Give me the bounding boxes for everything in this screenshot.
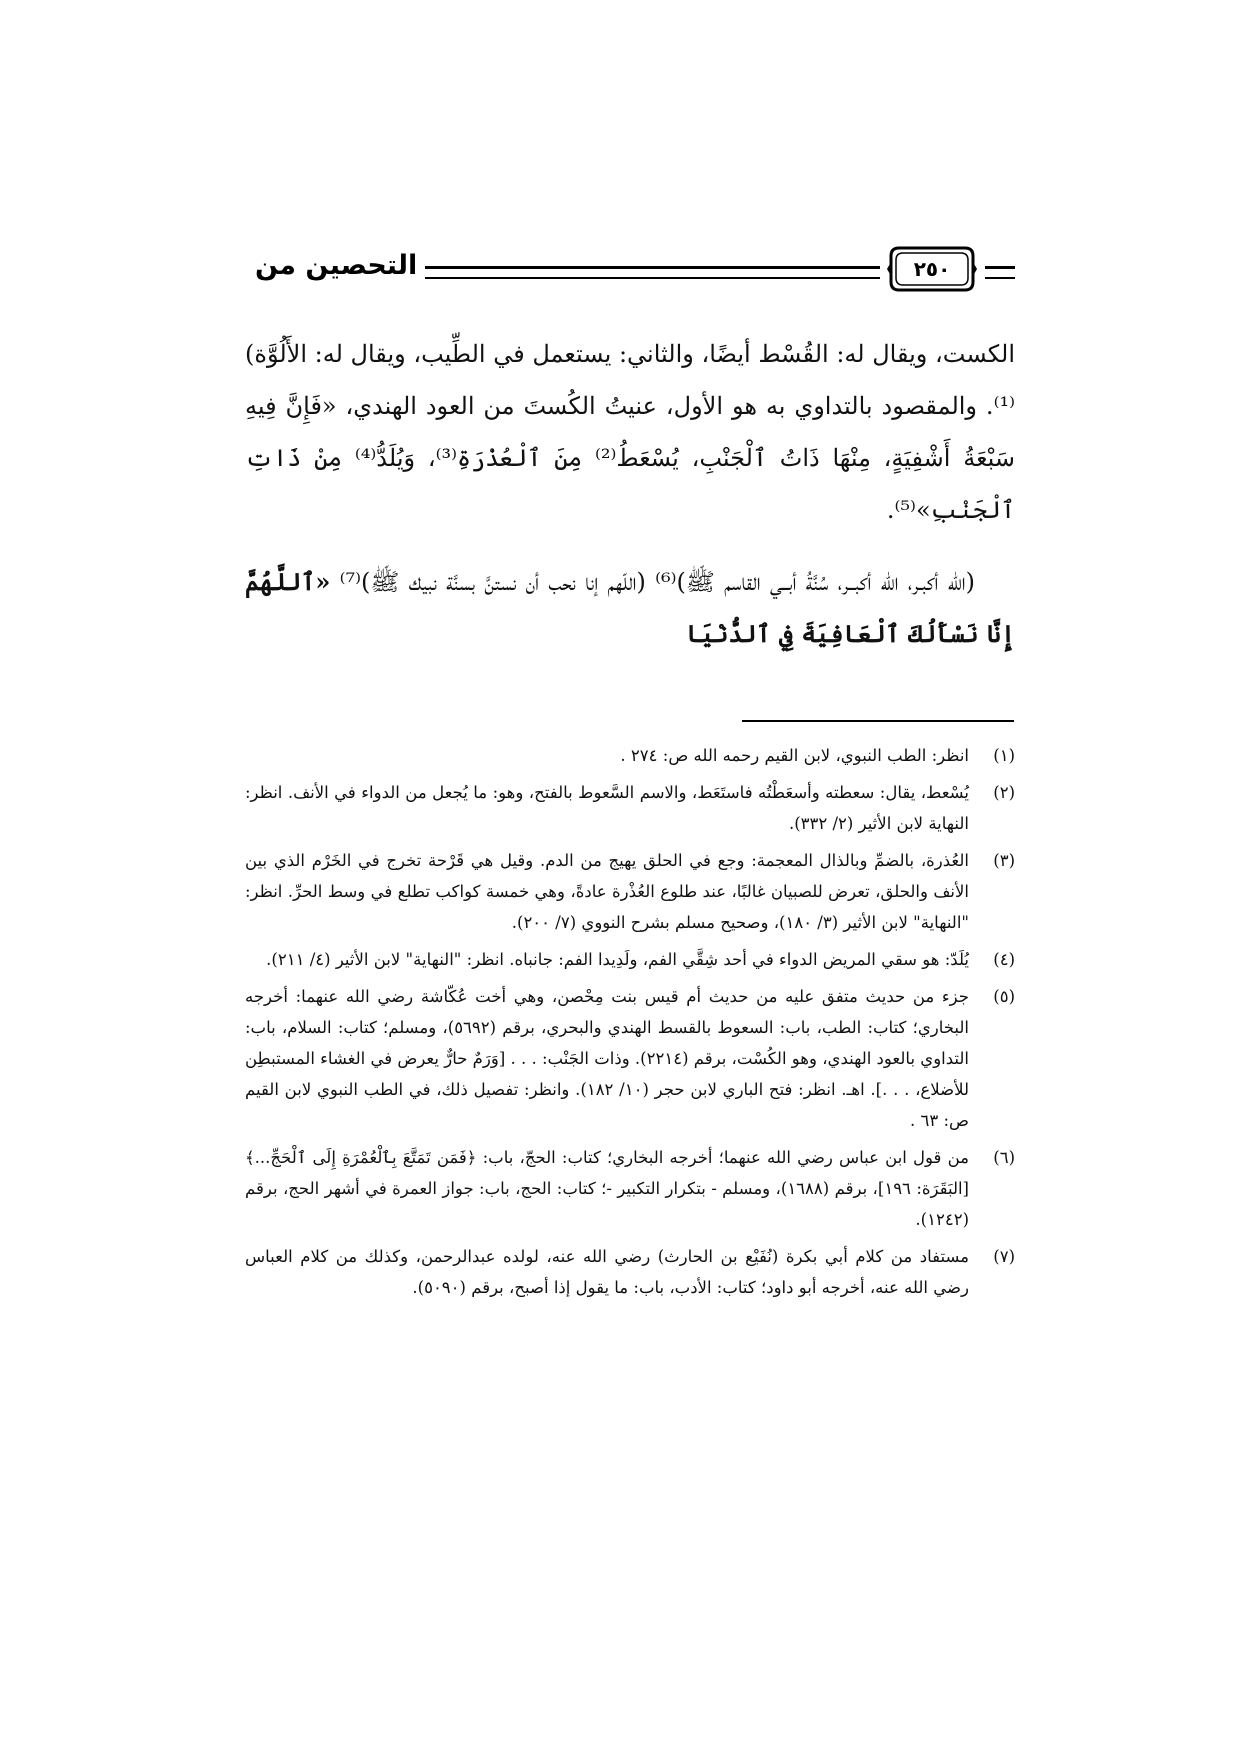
paragraph-2 bbox=[245, 556, 1015, 660]
header-rule-end bbox=[985, 266, 1015, 279]
running-title: التحصين من bbox=[255, 250, 418, 281]
footnote-number: (٤) bbox=[993, 950, 1015, 969]
footnote-number: (٧) bbox=[993, 1247, 1015, 1266]
footnote-separator bbox=[742, 720, 1014, 722]
footnote-text: العُذرة، بالضمِّ وبالذال المعجمة: وجع في الحلق يهيج من الدم. وقيل هي قَرْحة تخرج في الخَرْم الذي بين الأنف والحلق، تعرض للصبيان غالبًا، عند طلوع العُذْرة عادةً، وهي خمسة كواكب تطلع في وسط الحرِّ. انظر: "النهاية" لابن الأثير (٣/ ١٨٠)، وصحيح مسلم بشرح النووي (٧/ ٢٠٠). bbox=[245, 851, 969, 932]
paragraph-2-text: (الله أكبـر، الله أكبــر، سُنَّةُ أبــي القاسم ﷺ)⁽⁶⁾ (اللّهم إنا نحب أن نستنَّ بسنَّة نبيك ﷺ)⁽⁷⁾ bbox=[330, 568, 975, 596]
page-number: ٢٥٠ bbox=[913, 257, 951, 281]
main-text bbox=[245, 328, 1015, 660]
footnote bbox=[245, 981, 1015, 1136]
header-rule bbox=[425, 266, 880, 279]
paragraph-1: الكست، ويقال له: القُسْط أيضًا، والثاني: يستعمل في الطِّيب، ويقال له: الأَلُوَّة)⁽¹⁾. والمقصود بالتداوي به هو الأول، عنيتُ الكُستَ من العود الهندي، «فَإِنَّ فِيهِ سَبْعَةُ أَشْفِيَةٍ، مِنْهَا ذَاتُ ٱلْجَنْبِ، يُسْعَطُ⁽²⁾ مِنَ ٱلْعُذْرَةِ⁽³⁾، وَيُلَدُّ⁽⁴⁾ مِنْ ذَاتِ ٱلْجَنْبِ»⁽⁵⁾. bbox=[245, 340, 1015, 524]
running-header bbox=[255, 238, 1015, 306]
footnote bbox=[245, 1142, 1015, 1235]
footnote-text: انظر: الطب النبوي، لابن القيم رحمه الله ص: ٢٧٤ . bbox=[620, 746, 969, 765]
footnote-number: (٥) bbox=[993, 987, 1015, 1006]
footnote-number: (٢) bbox=[993, 783, 1015, 802]
footnote-number: (٦) bbox=[993, 1148, 1015, 1167]
footnote bbox=[245, 740, 1015, 771]
footnote-text: من قول ابن عباس رضي الله عنهما؛ أخرجه البخاري؛ كتاب: الحجّ، باب: ﴿فَمَن تَمَتَّعَ بِٱلْعُمْرَةِ إِلَى ٱلْحَجِّ...﴾ [البَقَرَة: ١٩٦]، برقم (١٦٨٨)، ومسلم - بتكرار التكبير -؛ كتاب: الحج، باب: جواز العمرة في أشهر الحج، برقم (١٢٤٢). bbox=[245, 1148, 969, 1229]
footnote bbox=[245, 777, 1015, 839]
footnotes bbox=[245, 740, 1015, 1309]
footnote bbox=[245, 944, 1015, 975]
footnote-text: جزء من حديث متفق عليه من حديث أم قيس بنت مِحْصن، وهي أخت عُكّاشة رضي الله عنهما: أخرجه البخاري؛ كتاب: الطب، باب: السعوط بالقسط الهندي والبحري، برقم (٥٦٩٢)، ومسلم؛ كتاب: السلام، باب: التداوي بالعود الهندي، وهو الكُسْت، برقم (٢٢١٤). وذات الجَنْب: . . . [وَرَمٌ حارٌّ يعرض في الغشاء المستبطِن للأضلاع، . . .]. اهـ. انظر: فتح الباري لابن حجر (١٠/ ١٨٢). وانظر: تفصيل ذلك، في الطب النبوي لابن القيم ص: ٦٣ . bbox=[245, 987, 970, 1130]
footnote-number: (١) bbox=[993, 746, 1015, 765]
footnote-text: مستفاد من كلام أبي بكرة (نُفَيْع بن الحارث) رضي الله عنه، لولده عبدالرحمن، وكذلك من كلام العباس رضي الله عنه، أخرجه أبو داود؛ كتاب: الأدب، باب: ما يقول إذا أصبح، برقم (٥٠٩٠). bbox=[245, 1247, 969, 1297]
footnote bbox=[245, 845, 1015, 938]
hadith-quote: «ٱللَّهُمَّ إِنَّا نَسْأَلُكَ ٱلْعَافِيَةَ فِي ٱلدُّنْيَا bbox=[245, 567, 1015, 648]
footnote-text: يُلَدّ: هو سقي المريض الدواء في أحد شِقَّي الفم، ولَدِيدا الفم: جانباه. انظر: "النهاية" لابن الأثير (٤/ ٢١١). bbox=[266, 950, 969, 969]
footnote-text: يُسْعط، يقال: سعطته وأسعَطْتُه فاستَعَط، والاسم السَّعوط بالفتح، وهو: ما يُجعل من الدواء في الأنف. انظر: النهاية لابن الأثير (٢/ ٣٣٢). bbox=[245, 783, 969, 833]
footnote bbox=[245, 1241, 1015, 1303]
footnote-number: (٣) bbox=[993, 851, 1015, 870]
page-number-badge bbox=[885, 244, 979, 294]
